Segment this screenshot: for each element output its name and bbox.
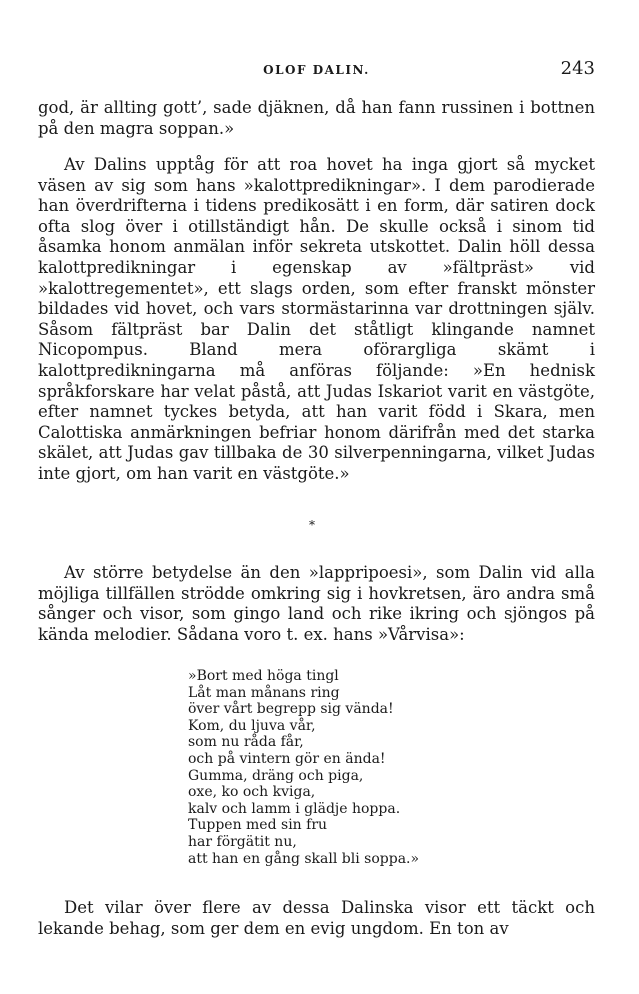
paragraph-text: Av Dalins upptåg för att roa hovet ha inga gjort så mycket väsen av sig som hans »kalottpredikningar». I dem parodierade han överdrifterna i tidens predikosätt i en form, där satiren dock ofta slog över i otillständigt hån. De skulle också i sinom tid åsamka honom anmälan inför sekreta utskottet. Dalin höll dessa kalottpredikningar i egenskap av »fältpräst» vid »kalottregementet», ett slags orden, som efter franskt mönster bildades vid hovet, och vars stormästarinna var drottningen själv. Såsom fältpräst bar Dalin det ståtligt klingande namnet Nicopompus. Bland mera oförargliga skämt i kalottpredikningarna må anföras följande: »En hednisk språkforskare har velat påstå, att Judas Iskariot varit en västgöte, efter namnet tyckes betyda, att han varit född i Skara, men Calottiska anmärkningen befriar honom därifrån med det starka skälet, att Judas gav tillbaka de 30 silverpenningarna, vilket Judas inte gjort, om han varit en västgöte.» [38, 155, 595, 483]
paragraph-text: Av större betydelse än den »lappripoesi», som Dalin vid alla möjliga tillfällen strödde omkring sig i hovkretsen, äro andra små sånger och visor, som gingo land och rike ikring och sjöngos på kända melodier. Sådana voro t. ex. hans »Vårvisa»: [38, 563, 595, 644]
paragraph-continuation [38, 98, 595, 139]
paragraph-dalinska-visor [38, 898, 595, 939]
section-separator: * [309, 518, 315, 532]
page-header [38, 58, 595, 82]
poem-line: som nu råda får, [188, 734, 304, 751]
paragraph-kalottpredikningar [38, 155, 595, 485]
poem-line: över vårt begrepp sig vända! [188, 701, 394, 718]
poem-line: oxe, ko och kviga, [188, 784, 316, 801]
page-number: 243 [560, 58, 595, 79]
poem-line: Tuppen med sin fru [188, 817, 328, 834]
paragraph-text: Det vilar över flere av dessa Dalinska visor ett täckt och lekande behag, som ger dem en evig ungdom. En ton av [38, 898, 595, 938]
poem-line: kalv och lamm i glädje hoppa. [188, 800, 401, 817]
poem-line: att han en gång skall bli soppa.» [188, 850, 420, 867]
running-title: OLOF DALIN. [263, 63, 370, 77]
paragraph-lappripoesi [38, 563, 595, 645]
poem-line: Kom, du ljuva vår, [188, 717, 316, 734]
paragraph-text: god, är allting gott’, sade djäknen, då han fann russinen i bottnen på den magra soppan.» [38, 98, 595, 138]
poem-varvisa [188, 668, 419, 867]
poem-line: och på vintern gör en ända! [188, 750, 386, 767]
poem-line: har förgätit nu, [188, 833, 297, 850]
poem-line: Låt man månans ring [188, 684, 340, 701]
poem-line: Gumma, dräng och piga, [188, 767, 364, 784]
poem-line: »Bort med höga tingl [188, 668, 339, 684]
